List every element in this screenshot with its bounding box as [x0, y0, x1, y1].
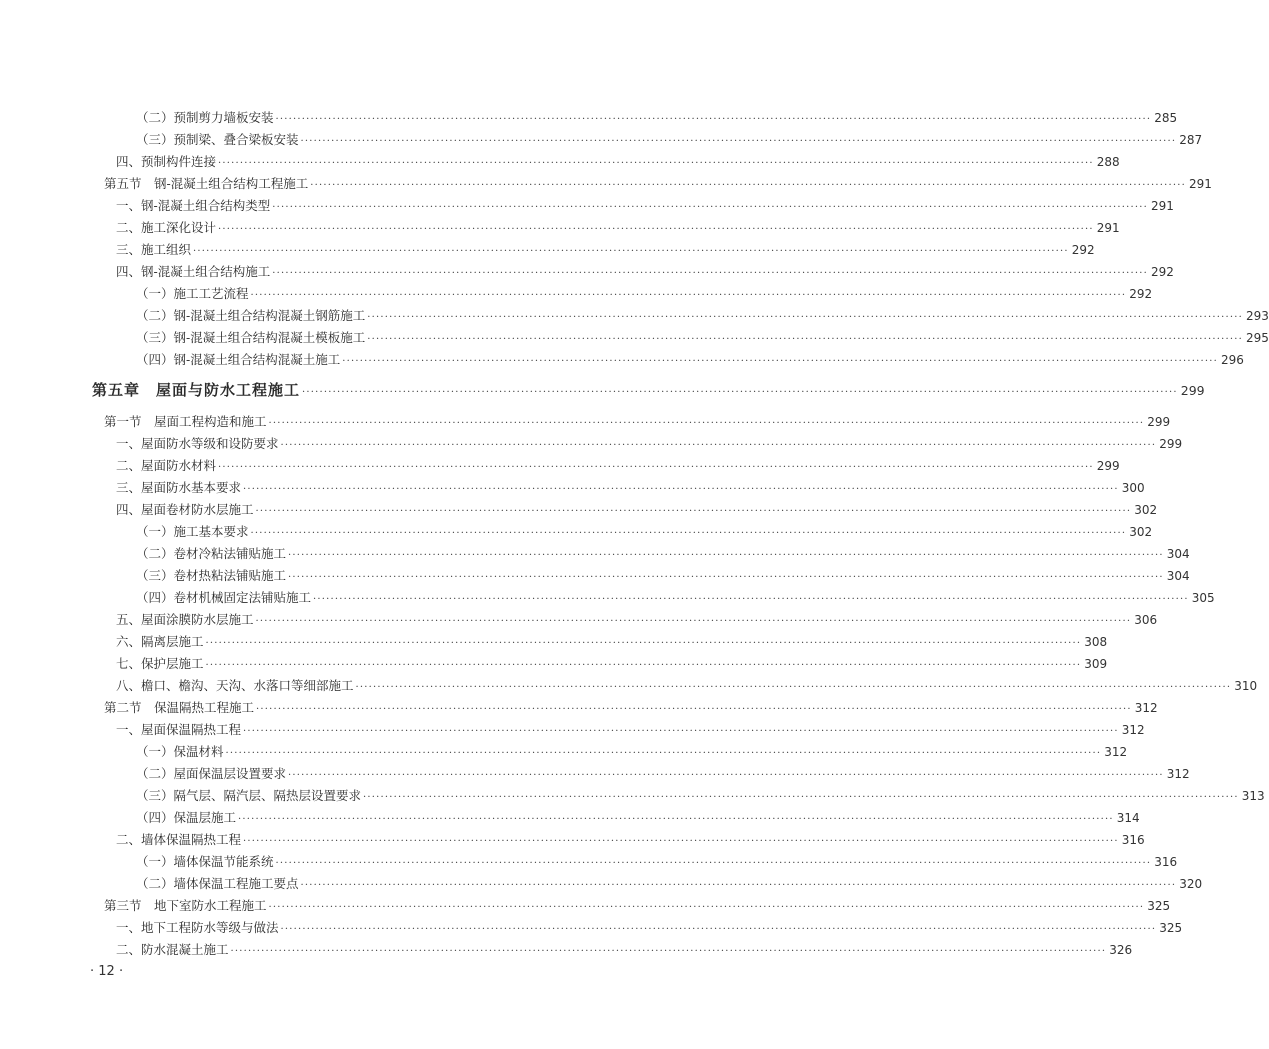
toc-title: （四）钢-混凝土组合结构混凝土施工: [136, 352, 341, 367]
toc-title: 一、屋面保温隔热工程: [116, 722, 242, 737]
toc-entry: [136, 306, 1269, 326]
toc-page: 285: [1154, 111, 1178, 125]
toc-entry: [116, 240, 1095, 260]
toc-page: 309: [1084, 657, 1108, 671]
dot-leader: ········································································································································································································: [288, 550, 1164, 561]
toc-entry: [116, 478, 1145, 498]
toc-entry: [116, 918, 1183, 938]
toc-entry: [116, 632, 1108, 652]
toc-page: 326: [1109, 943, 1133, 957]
toc-entry: [116, 610, 1158, 630]
dot-leader: ········································································································································································································: [225, 748, 1102, 759]
toc-title: （一）施工工艺流程: [136, 286, 249, 301]
toc-entry: [136, 588, 1215, 608]
toc-page: 320: [1179, 877, 1203, 891]
toc-title: 八、檐口、檐沟、天沟、水落口等细部施工: [116, 678, 354, 693]
toc-page: 300: [1121, 481, 1145, 495]
toc-page: 292: [1071, 243, 1095, 257]
dot-leader: ········································································································································································································: [355, 682, 1232, 693]
dot-leader: ········································································································································································································: [268, 902, 1145, 913]
dot-leader: ········································································································································································································: [367, 334, 1243, 345]
toc-title: （四）卷材机械固定法铺贴施工: [136, 590, 312, 605]
dot-leader: ········································································································································································································: [243, 836, 1119, 847]
toc-entry: [104, 412, 1171, 432]
toc-title: 四、钢-混凝土组合结构施工: [116, 264, 271, 279]
toc-entry: [136, 808, 1140, 828]
dot-leader: ········································································································································································································: [272, 202, 1148, 213]
toc-title: 第五节 钢-混凝土组合结构工程施工: [104, 176, 309, 191]
toc-title: 一、钢-混凝土组合结构类型: [116, 198, 271, 213]
toc-page: 308: [1084, 635, 1108, 649]
dot-leader: ········································································································································································································: [218, 224, 1094, 235]
toc-entry: [104, 896, 1171, 916]
toc-entry: [136, 350, 1244, 370]
toc-entry: [136, 852, 1178, 872]
toc-entry: [116, 262, 1174, 282]
toc-title: 第三节 地下室防水工程施工: [104, 898, 267, 913]
dot-leader: ········································································································································································································: [218, 158, 1094, 169]
toc-page: 316: [1154, 855, 1178, 869]
toc-page: 295: [1245, 331, 1269, 345]
dot-leader: ········································································································································································································: [256, 704, 1132, 715]
toc-title: （二）屋面保温层设置要求: [136, 766, 287, 781]
dot-leader: ········································································································································································································: [255, 506, 1132, 517]
toc-entry: [136, 566, 1190, 586]
toc-entry: [136, 764, 1190, 784]
toc-chapter: [92, 380, 1205, 400]
toc-entry: [116, 456, 1120, 476]
toc-entry: [116, 218, 1120, 238]
toc-title: 二、屋面防水材料: [116, 458, 217, 473]
toc-entry: [116, 500, 1158, 520]
toc-page: 312: [1166, 767, 1190, 781]
dot-leader: ········································································································································································································: [363, 792, 1239, 803]
toc-title: （二）墙体保温工程施工要点: [136, 876, 299, 891]
toc-title: 四、预制构件连接: [116, 154, 217, 169]
dot-leader: ········································································································································································································: [313, 594, 1189, 605]
toc-page: 292: [1129, 287, 1153, 301]
toc-entry: [136, 522, 1153, 542]
toc-title: 四、屋面卷材防水层施工: [116, 502, 254, 517]
dot-leader: ········································································································································································································: [243, 484, 1119, 495]
toc-page: 304: [1166, 547, 1190, 561]
toc-entry: [136, 328, 1269, 348]
toc-entry: [104, 698, 1158, 718]
toc-page: 302: [1129, 525, 1153, 539]
toc-page: 312: [1121, 723, 1145, 737]
dot-leader: ········································································································································································································: [250, 528, 1127, 539]
toc-page: 310: [1234, 679, 1258, 693]
dot-leader: ········································································································································································································: [268, 418, 1145, 429]
toc-title: 一、地下工程防水等级与做法: [116, 920, 279, 935]
toc-title: （三）隔气层、隔汽层、隔热层设置要求: [136, 788, 362, 803]
page-number: · 12 ·: [90, 964, 124, 979]
toc-page: 325: [1159, 921, 1183, 935]
toc-title: （三）预制梁、叠合梁板安装: [136, 132, 299, 147]
toc-title: 六、隔离层施工: [116, 634, 204, 649]
toc-entry: [116, 720, 1145, 740]
toc-title: （一）保温材料: [136, 744, 224, 759]
toc-page: 302: [1134, 503, 1158, 517]
dot-leader: ········································································································································································································: [205, 660, 1082, 671]
dot-leader: ········································································································································································································: [230, 946, 1107, 957]
toc-page: 316: [1121, 833, 1145, 847]
dot-leader: ········································································································································································································: [218, 462, 1094, 473]
toc-title: （三）钢-混凝土组合结构混凝土模板施工: [136, 330, 366, 345]
toc-entry: [136, 742, 1128, 762]
toc-page: 299: [1096, 459, 1120, 473]
toc-page: 296: [1220, 353, 1244, 367]
dot-leader: ········································································································································································································: [288, 572, 1164, 583]
toc-title: 三、屋面防水基本要求: [116, 480, 242, 495]
dot-leader: ········································································································································································································: [302, 387, 1178, 398]
dot-leader: ········································································································································································································: [238, 814, 1114, 825]
toc-title: （四）保温层施工: [136, 810, 237, 825]
toc-title: 第五章 屋面与防水工程施工: [92, 381, 301, 399]
dot-leader: ········································································································································································································: [310, 180, 1186, 191]
toc-page: 291: [1150, 199, 1174, 213]
toc-title: （一）墙体保温节能系统: [136, 854, 274, 869]
toc-page: 314: [1116, 811, 1140, 825]
toc-page: 292: [1150, 265, 1174, 279]
dot-leader: ········································································································································································································: [205, 638, 1082, 649]
toc-entry: [116, 434, 1183, 454]
toc-page: 291: [1096, 221, 1120, 235]
toc-entry: [116, 196, 1174, 216]
dot-leader: ········································································································································································································: [255, 616, 1132, 627]
dot-leader: ········································································································································································································: [280, 440, 1157, 451]
toc-title: （三）卷材热粘法铺贴施工: [136, 568, 287, 583]
toc-title: 三、施工组织: [116, 242, 192, 257]
toc-page: 288: [1096, 155, 1120, 169]
toc-entry: [104, 174, 1212, 194]
dot-leader: ········································································································································································································: [280, 924, 1157, 935]
dot-leader: ········································································································································································································: [275, 114, 1152, 125]
dot-leader: ········································································································································································································: [250, 290, 1127, 301]
toc-page: 287: [1179, 133, 1203, 147]
toc-page: 293: [1245, 309, 1269, 323]
toc-entry: [116, 152, 1120, 172]
toc-title: （二）钢-混凝土组合结构混凝土钢筋施工: [136, 308, 366, 323]
toc-title: 一、屋面防水等级和设防要求: [116, 436, 279, 451]
toc-title: 七、保护层施工: [116, 656, 204, 671]
dot-leader: ········································································································································································································: [288, 770, 1164, 781]
toc-entry: [136, 786, 1265, 806]
toc-title: 第一节 屋面工程构造和施工: [104, 414, 267, 429]
toc-page: 299: [1180, 383, 1205, 398]
dot-leader: ········································································································································································································: [243, 726, 1119, 737]
toc-entry: [136, 544, 1190, 564]
toc-page: 312: [1134, 701, 1158, 715]
toc-page: 299: [1147, 415, 1171, 429]
toc-entry: [116, 676, 1258, 696]
toc-page: 305: [1191, 591, 1215, 605]
toc-entry: [136, 874, 1203, 894]
toc-page: 291: [1188, 177, 1212, 191]
toc-entry: [136, 108, 1178, 128]
toc-page: 325: [1147, 899, 1171, 913]
toc-title: 二、施工深化设计: [116, 220, 217, 235]
toc-entry: [116, 830, 1145, 850]
toc-entry: [136, 130, 1203, 150]
toc-title: （二）预制剪力墙板安装: [136, 110, 274, 125]
toc-page: 304: [1166, 569, 1190, 583]
toc-page: 312: [1104, 745, 1128, 759]
dot-leader: ········································································································································································································: [272, 268, 1148, 279]
dot-leader: ········································································································································································································: [367, 312, 1243, 323]
toc-title: 二、防水混凝土施工: [116, 942, 229, 957]
dot-leader: ········································································································································································································: [300, 136, 1177, 147]
toc-title: （一）施工基本要求: [136, 524, 249, 539]
toc-entry: [136, 284, 1153, 304]
toc-page: 313: [1241, 789, 1265, 803]
dot-leader: ········································································································································································································: [342, 356, 1218, 367]
toc-entry: [116, 654, 1108, 674]
toc-title: 五、屋面涂膜防水层施工: [116, 612, 254, 627]
toc-page: 306: [1134, 613, 1158, 627]
toc-title: 第二节 保温隔热工程施工: [104, 700, 255, 715]
dot-leader: ········································································································································································································: [275, 858, 1152, 869]
toc-title: 二、墙体保温隔热工程: [116, 832, 242, 847]
toc-title: （二）卷材冷粘法铺贴施工: [136, 546, 287, 561]
dot-leader: ········································································································································································································: [193, 246, 1069, 257]
toc-entry: [116, 940, 1133, 960]
dot-leader: ········································································································································································································: [300, 880, 1177, 891]
toc-page: 299: [1159, 437, 1183, 451]
